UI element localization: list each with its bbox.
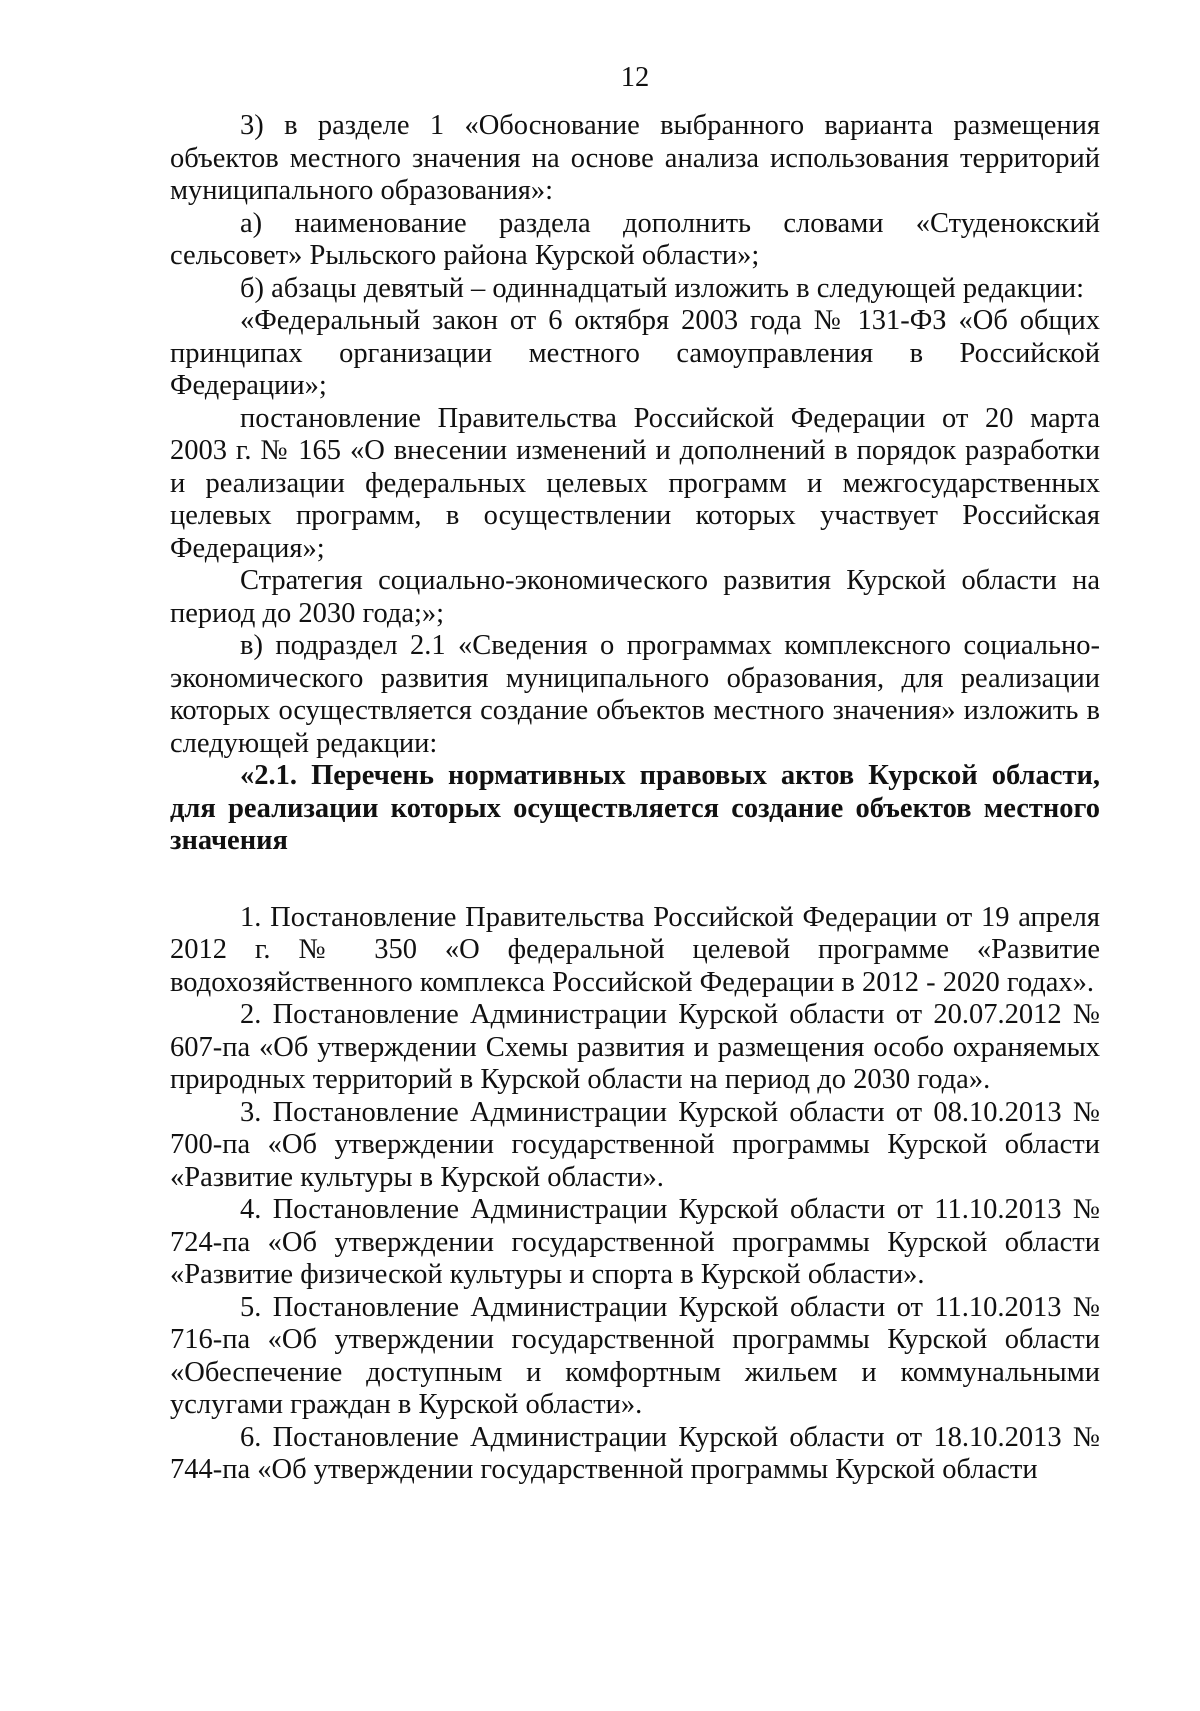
list-item: 5. Постановление Администрации Курской области от 11.10.2013 № 716-па «Об утверждении государственной программы Курской области «Обеспечение доступным и комфортным жильем и коммунальными услугами граждан в Курской области». xyxy=(170,1291,1100,1420)
page-number: 12 xyxy=(620,62,650,93)
document-page xyxy=(170,62,1100,1487)
paragraph-item-a: а) наименование раздела дополнить словами «Студенокский сельсовет» Рыльского района Курской области»; xyxy=(170,207,1100,271)
list-item: 4. Постановление Администрации Курской области от 11.10.2013 № 724-па «Об утверждении государственной программы Курской области «Развитие физической культуры и спорта в Курской области». xyxy=(170,1194,1100,1290)
paragraph-federal-law: «Федеральный закон от 6 октября 2003 года № 131-ФЗ «Об общих принципах организации местного самоуправления в Российской Федерации»; xyxy=(170,305,1100,401)
paragraph-item-v: в) подраздел 2.1 «Сведения о программах комплексного социально-экономического развития муниципального образования, для реализации которых осуществляется создание объектов местного значения» изложить в следующей редакции: xyxy=(170,630,1100,759)
list-item: 2. Постановление Администрации Курской области от 20.07.2012 № 607-па «Об утверждении Схемы развития и размещения особо охраняемых природных территорий в Курской области на период до 2030 года». xyxy=(170,999,1100,1095)
list-item: 3. Постановление Администрации Курской области от 08.10.2013 № 700-па «Об утверждении государственной программы Курской области «Развитие культуры в Курской области». xyxy=(170,1096,1100,1193)
paragraph-strategy: Стратегия социально-экономического развития Курской области на период до 2030 года;»; xyxy=(170,565,1100,629)
section-heading: «2.1. Перечень нормативных правовых актов Курской области, для реализации которых осуществляется создание объектов местного значения xyxy=(170,760,1100,856)
paragraph-government-resolution: постановление Правительства Российской Федерации от 20 марта 2003 г. № 165 «О внесении изменений и дополнений в порядок разработки и реализации федеральных целевых программ и межгосударственных целевых программ, в осуществлении которых участвует Российская Федерация»; xyxy=(170,402,1100,564)
list-item: 1. Постановление Правительства Российской Федерации от 19 апреля 2012 г. № 350 «О федеральной целевой программе «Развитие водохозяйственного комплекса Российской Федерации в 2012 - 2020 годах». xyxy=(170,901,1100,998)
paragraph-section-1: 3) в разделе 1 «Обоснование выбранного варианта размещения объектов местного значения на основе анализа использования территорий муниципального образования»: xyxy=(170,110,1100,206)
spacer xyxy=(170,858,1100,902)
paragraph-item-b: б) абзацы девятый – одиннадцатый изложить в следующей редакции: xyxy=(240,272,1085,304)
list-item: 6. Постановление Администрации Курской области от 18.10.2013 № 744-па «Об утверждении государственной программы Курской области xyxy=(170,1421,1100,1485)
